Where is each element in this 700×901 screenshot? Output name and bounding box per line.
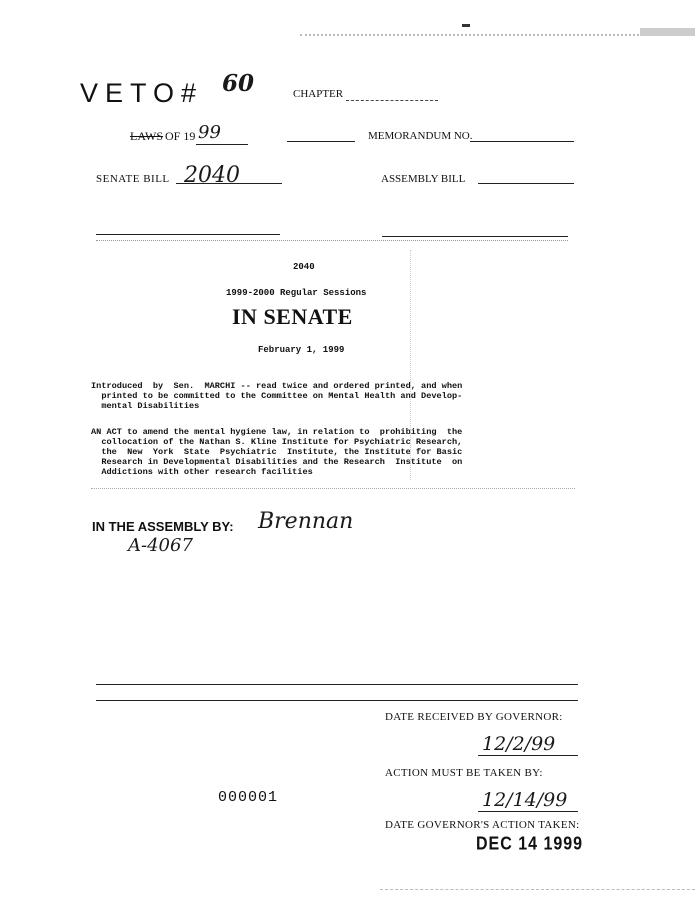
assembly-bill-label: ASSEMBLY BILL <box>381 173 466 185</box>
assembly-stamp: IN THE ASSEMBLY BY: <box>92 519 234 534</box>
action-by-date: 12/14/99 <box>482 789 568 811</box>
senate-bill-number: 2040 <box>184 163 240 188</box>
chapter-label: CHAPTER <box>293 88 344 100</box>
action-taken-label: DATE GOVERNOR'S ACTION TAKEN: <box>385 819 580 831</box>
bottom-rule <box>96 700 578 701</box>
year-handwritten: 99 <box>198 122 221 143</box>
senate-bill-field <box>176 183 282 184</box>
scan-noise <box>380 889 695 890</box>
received-field <box>478 755 578 756</box>
chapter-field <box>346 100 438 101</box>
assembly-bill-field <box>478 183 574 184</box>
separator-right <box>382 236 568 237</box>
blank-field <box>287 141 355 142</box>
scan-noise <box>300 34 695 36</box>
year-field <box>196 144 248 145</box>
laws-struck: LAWS <box>130 129 164 143</box>
received-label: DATE RECEIVED BY GOVERNOR: <box>385 711 563 723</box>
bill-session: 1999-2000 Regular Sessions <box>226 288 367 298</box>
act-line: AN ACT to amend the mental hygiene law, in relation to prohibiting the <box>91 427 463 437</box>
separator-left <box>96 234 280 235</box>
act-line: the New York State Psychiatric Institute, the Institute for Basic <box>91 447 463 457</box>
act-text <box>91 427 462 477</box>
introduced-line: printed to be committed to the Committee on Mental Health and Develop- <box>91 391 463 401</box>
bill-chamber: IN SENATE <box>232 304 353 329</box>
action-by-field <box>478 811 578 812</box>
scan-noise <box>96 240 568 241</box>
memorandum-field <box>470 141 574 142</box>
bill-number: 2040 <box>293 262 315 272</box>
bill-date: February 1, 1999 <box>258 345 345 355</box>
received-date: 12/2/99 <box>482 733 556 755</box>
page-number: 000001 <box>218 789 279 806</box>
scan-noise <box>410 250 412 480</box>
senate-bill-label: SENATE BILL <box>96 173 170 185</box>
scan-speck <box>640 28 695 36</box>
act-line: collocation of the Nathan S. Kline Institute for Psychiatric Research, <box>91 437 463 447</box>
veto-number: 60 <box>222 70 255 97</box>
veto-label: VETO# <box>80 78 204 108</box>
act-line: Addictions with other research facilities <box>91 467 313 477</box>
action-by-label: ACTION MUST BE TAKEN BY: <box>385 767 543 779</box>
introduced-text <box>91 381 462 411</box>
assembly-bill-number: A-4067 <box>128 535 193 556</box>
introduced-line: Introduced by Sen. MARCHI -- read twice and ordered printed, and when <box>91 381 463 391</box>
memorandum-label: MEMORANDUM NO. <box>368 130 473 142</box>
bottom-rule <box>96 684 578 685</box>
scan-noise <box>91 488 575 489</box>
of-year-label: OF 19 <box>165 129 196 143</box>
action-taken-stamp: DEC 14 1999 <box>476 834 584 855</box>
assembly-sponsor: Brennan <box>258 509 354 534</box>
introduced-line: mental Disabilities <box>91 401 200 411</box>
scan-speck <box>462 24 470 27</box>
act-line: Research in Developmental Disabilities and the Research Institute on <box>91 457 463 467</box>
